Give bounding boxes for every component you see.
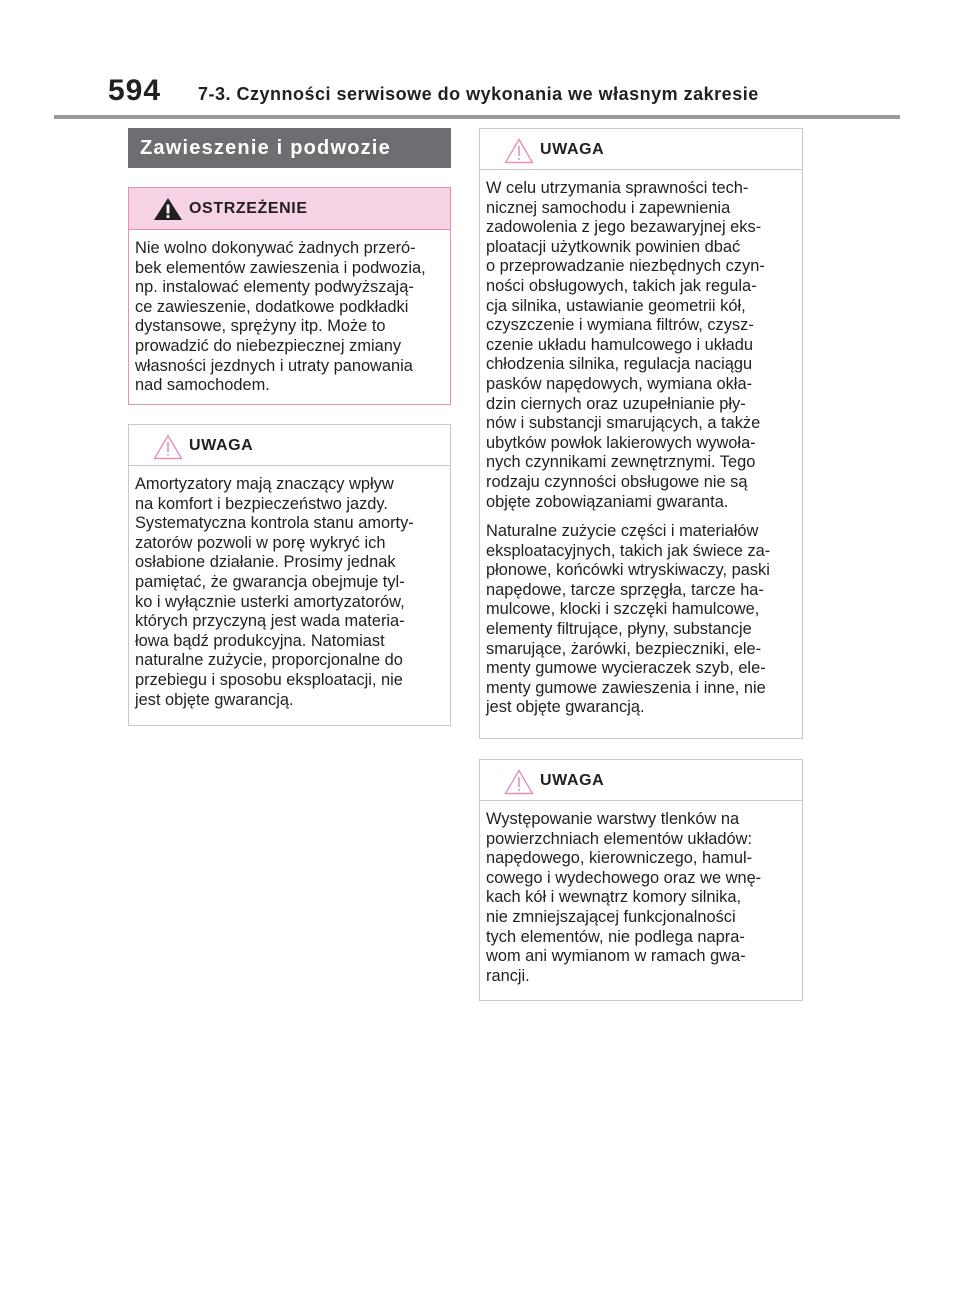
text-line: łowa bądź produkcyjna. Natomiast [135,631,385,650]
warning-icon [153,197,183,221]
text-line: menty gumowe zawieszenia i inne, nie [486,678,766,697]
notice-paragraph [486,522,796,718]
text-line: naturalne zużycie, proporcjonalne do [135,651,403,670]
text-line: Systematyczna kontrola stanu amorty- [135,514,414,533]
notice-box-header [480,129,802,170]
notice-label: UWAGA [540,772,605,789]
notice-text [480,801,802,996]
notice-box-maintenance [479,128,803,739]
text-line: bek elementów zawieszenia i podwozia, [135,258,426,277]
text-line: smarujące, żarówki, bezpieczniki, ele- [486,639,762,658]
notice-paragraph [486,179,796,512]
text-line: kach kół i wewnątrz komory silnika, [486,888,742,907]
text-line: chłodzenia silnika, regulacja naciągu [486,355,753,374]
text-line: wom ani wymianom w ramach gwa- [486,947,746,966]
notice-box-oxides [479,759,803,1001]
notice-label: UWAGA [540,141,605,158]
page-number: 594 [108,74,162,107]
text-line: mulcowe, klocki i szczęki hamulcowe, [486,600,760,619]
warning-paragraph [135,239,444,396]
text-line: płonowe, końcówki wtryskiwaczy, paski [486,561,770,580]
caution-icon [153,434,183,460]
notice-box-shocks [128,424,451,726]
text-line: menty gumowe wycieraczek szyb, ele- [486,659,766,678]
text-line: rancji. [486,966,530,985]
text-line: Amortyzatory mają znaczący wpływ [135,475,394,493]
text-line: zadowolenia z jego bezawaryjnej eks- [486,218,762,237]
text-line: nicznej samochodu i zapewnienia [486,198,731,217]
notice-label: UWAGA [189,437,254,454]
text-line: tych elementów, nie podlega napra- [486,927,745,946]
text-line: objęte zobowiązaniami gwaranta. [486,492,729,511]
text-line: nych czynnikami zewnętrznymi. Tego [486,453,756,472]
caution-icon [504,138,534,164]
text-line: eksploatacyjnych, takich jak świece za- [486,541,771,560]
text-line: nów i substancji smarujących, a także [486,414,761,433]
text-line: osłabione działanie. Prosimy jednak [135,553,396,572]
text-line: dzin ciernych oraz uzupełnianie pły- [486,394,746,413]
section-title: Zawieszenie i podwozie [128,128,451,168]
text-line: nad samochodem. [135,376,270,395]
chapter-title: 7-3. Czynności serwisowe do wykonania we własnym zakresie [198,84,759,104]
notice-box-header [480,760,802,801]
text-line: zatorów pozwoli w porę wykryć ich [135,533,386,552]
text-line: cja silnika, ustawianie geometrii kół, [486,296,746,315]
text-line: prowadzić do niebezpiecznej zmiany [135,336,402,355]
text-line: elementy filtrujące, płyny, substancje [486,620,752,639]
text-line: nie zmniejszającej funkcjonalności [486,907,736,926]
text-line: ko i wyłącznie usterki amortyzatorów, [135,592,405,611]
text-line: Naturalne zużycie części i materiałów [486,522,759,541]
notice-box-header [129,425,450,466]
notice-text [129,466,450,720]
text-line: pamiętać, że gwarancja obejmuje tyl- [135,572,405,591]
text-line: Nie wolno dokonywać żadnych przeró- [135,239,416,257]
text-line: których przyczyną jest wada materia- [135,612,405,631]
text-line: czyszczenie i wymiana filtrów, czysz- [486,316,754,335]
text-line: napędowe, tarcze sprzęgła, tarcze ha- [486,580,764,599]
caution-icon [504,769,534,795]
text-line: W celu utrzymania sprawności tech- [486,179,749,197]
warning-label: OSTRZEŻENIE [189,200,308,217]
text-line: przebiegu i sposobu eksploatacji, nie [135,670,403,689]
text-line: czenie układu hamulcowego i układu [486,335,753,354]
text-line: Występowanie warstwy tlenków na [486,810,740,828]
text-line: ubytków powłok lakierowych wywoła- [486,433,756,452]
text-line: jest objęte gwarancją. [135,690,294,709]
text-line: jest objęte gwarancją. [486,698,645,717]
warning-text [129,230,450,406]
text-line: ploatacji użytkownik powinien dbać [486,237,741,256]
text-line: na komfort i bezpieczeństwo jazdy. [135,494,388,513]
text-line: dystansowe, sprężyny itp. Może to [135,317,386,336]
text-line: ce zawieszenie, dodatkowe podkładki [135,297,409,316]
text-line: powierzchniach elementów układów: [486,829,753,848]
text-line: cowego i wydechowego oraz we wnę- [486,868,762,887]
text-line: pasków napędowych, wymiana okła- [486,374,753,393]
text-line: napędowego, kierowniczego, hamul- [486,849,753,868]
text-line: ności obsługowych, takich jak regula- [486,276,757,295]
warning-box-header [129,188,450,230]
text-line: własności jezdnych i utraty panowania [135,356,413,375]
notice-paragraph [486,810,796,986]
text-line: o przeprowadzanie niezbędnych czyn- [486,257,765,276]
notice-text [480,170,802,728]
notice-paragraph [135,475,444,710]
text-line: rodzaju czynności obsługowe nie są [486,472,748,491]
text-line: np. instalować elementy podwyższają- [135,278,414,297]
header-rule [54,115,900,119]
page-header [0,0,960,120]
warning-box [128,187,451,405]
